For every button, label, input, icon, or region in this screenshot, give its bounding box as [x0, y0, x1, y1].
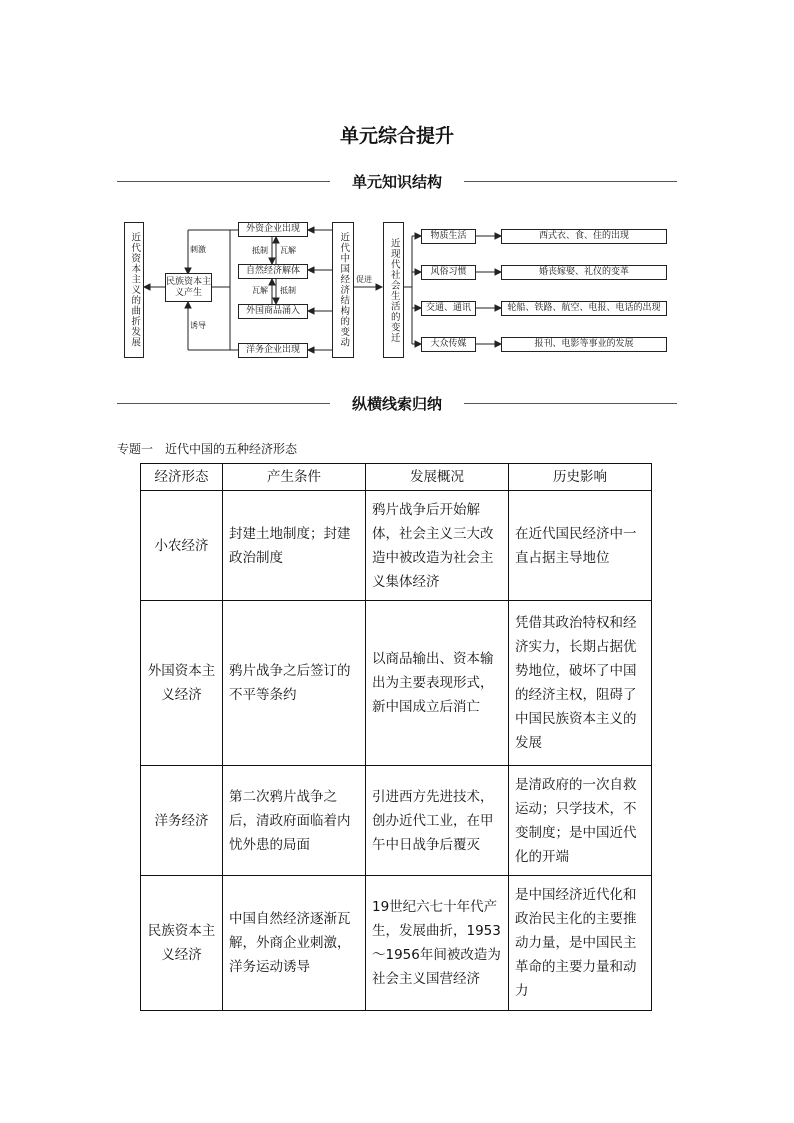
table-cell: 中国自然经济逐渐瓦解，外商企业刺激，洋务运动诱导	[223, 876, 366, 1011]
box-westernization: 洋务企业出现	[238, 343, 308, 358]
box-modern-capitalism: 近代资本主义的曲折发展	[124, 222, 144, 358]
label-resist-2: 抵制	[280, 286, 296, 295]
box-item-label: 风俗习惯	[421, 265, 476, 280]
table-row	[141, 876, 652, 1011]
table-cell: 洋务经济	[141, 766, 223, 876]
box-economic-structure: 近代中国经济结构的变动	[332, 222, 354, 358]
box-item-detail: 报刊、电影等事业的发展	[501, 337, 667, 352]
table-row	[141, 601, 652, 766]
box-foreign-goods: 外国商品涌入	[238, 304, 308, 319]
table-cell: 外国资本主义经济	[141, 601, 223, 766]
label-promote: 促进	[356, 275, 372, 284]
box-foreign-enterprise: 外资企业出现	[238, 222, 308, 237]
label-resist-1: 抵制	[252, 246, 268, 255]
table-row	[141, 491, 652, 601]
box-social-life: 近现代社会生活的变迁	[383, 222, 404, 358]
table-cell: 鸦片战争之后签订的不平等条约	[223, 601, 366, 766]
box-item-detail: 轮船、铁路、航空、电报、电话的出现	[501, 301, 667, 316]
table-cell: 在近代国民经济中一直占据主导地位	[509, 491, 652, 601]
box-item-detail: 婚丧嫁娶、礼仪的变革	[501, 265, 667, 280]
header-cell: 发展概况	[366, 464, 509, 491]
page-title: 单元综合提升	[339, 125, 454, 147]
knowledge-diagram	[0, 0, 794, 380]
section-heading-clues: 纵横线索归纳	[330, 393, 464, 414]
table-cell: 是清政府的一次自救运动；只学技术，不变制度；是中国近代化的开端	[509, 766, 652, 876]
table-cell: 小农经济	[141, 491, 223, 601]
table-cell: 是中国经济近代化和政治民主化的主要推动力量，是中国民主革命的主要力量和动力	[509, 876, 652, 1011]
economy-table	[140, 463, 652, 1011]
section-heading-structure: 单元知识结构	[330, 171, 464, 192]
box-item-label: 大众传媒	[421, 337, 476, 352]
table-cell: 以商品输出、资本输出为主要表现形式，新中国成立后消亡	[366, 601, 509, 766]
table-cell: 凭借其政治特权和经济实力，长期占据优势地位，破坏了中国的经济主权，阻碍了中国民族资本主义的发展	[509, 601, 652, 766]
table-cell: 引进西方先进技术，创办近代工业，在甲午中日战争后覆灭	[366, 766, 509, 876]
header-cell: 经济形态	[141, 464, 223, 491]
table-cell: 鸦片战争后开始解体，社会主义三大改造中被改造为社会主义集体经济	[366, 491, 509, 601]
header-cell: 历史影响	[509, 464, 652, 491]
box-natural-economy: 自然经济解体	[238, 264, 308, 279]
box-item-label: 物质生活	[421, 229, 476, 244]
table-cell: 第二次鸦片战争之后，清政府面临着内忧外患的局面	[223, 766, 366, 876]
label-disintegrate-2: 瓦解	[252, 286, 268, 295]
box-national-capital: 民族资本主义产生	[165, 273, 212, 302]
box-item-label: 交通、通讯	[421, 301, 476, 316]
label-stimulate: 刺激	[190, 245, 206, 254]
table-cell: 19世纪六七十年代产生，发展曲折，1953～1956年间被改造为社会主义国营经济	[366, 876, 509, 1011]
topic-label: 专题一 近代中国的五种经济形态	[117, 442, 298, 456]
table-cell: 封建土地制度；封建政治制度	[223, 491, 366, 601]
header-cell: 产生条件	[223, 464, 366, 491]
table-header-row	[141, 464, 652, 491]
box-item-detail: 西式衣、食、住的出现	[501, 229, 667, 244]
table-cell: 民族资本主义经济	[141, 876, 223, 1011]
label-induce: 诱导	[190, 321, 206, 330]
label-disintegrate-1: 瓦解	[280, 246, 296, 255]
table-row	[141, 766, 652, 876]
